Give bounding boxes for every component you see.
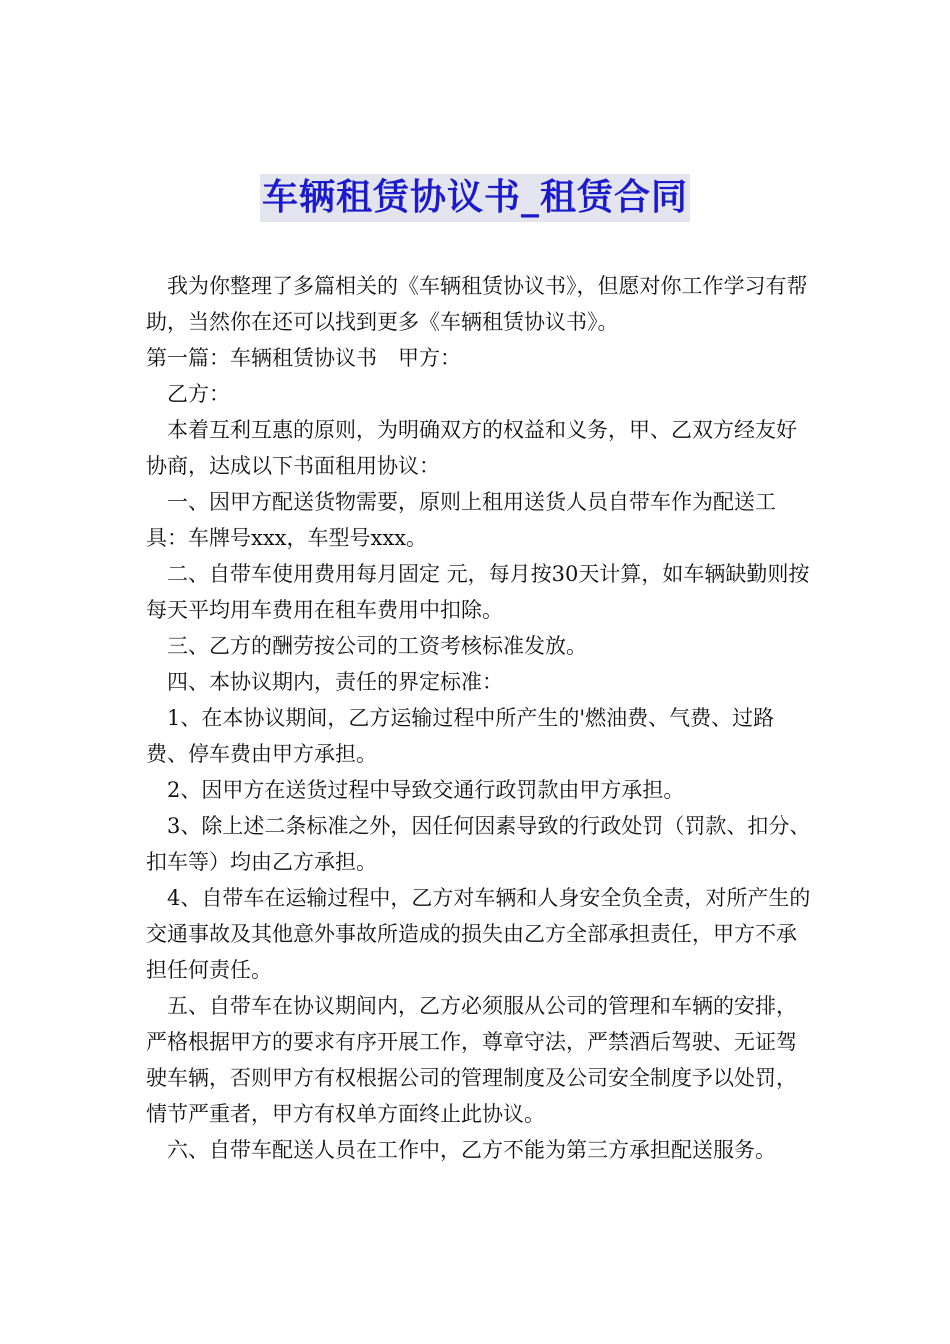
- paragraph-clause-2: 二、自带车使用费用每月固定 元，每月按30天计算，如车辆缺勤则按每天平均用车费用在租车费用中扣除。: [146, 562, 810, 622]
- paragraph-clause-4-item-4: 4、自带车在运输过程中，乙方对车辆和人身安全负全责，对所产生的交通事故及其他意外事故所造成的损失由乙方全部承担责任，甲方不承担任何责任。: [146, 886, 811, 982]
- paragraph-clause-1: 一、因甲方配送货物需要，原则上租用送货人员自带车作为配送工具：车牌号xxx，车型号xxx。: [146, 490, 776, 550]
- paragraph-preamble: 本着互利互惠的原则，为明确双方的权益和义务，甲、乙双方经友好协商，达成以下书面租用协议：: [146, 418, 797, 478]
- document-body: [146, 268, 814, 1168]
- document-title: 车辆租赁协议书_租赁合同: [260, 174, 690, 222]
- paragraph-part-one-heading: 第一篇：车辆租赁协议书 甲方：: [146, 346, 461, 370]
- paragraph-clause-6: 六、自带车配送人员在工作中，乙方不能为第三方承担配送服务。: [167, 1138, 776, 1162]
- paragraph-intro: 我为你整理了多篇相关的《车辆租赁协议书》，但愿对你工作学习有帮助，当然你在还可以找到更多《车辆租赁协议书》。: [146, 274, 808, 334]
- paragraph-clause-5: 五、自带车在协议期间内，乙方必须服从公司的管理和车辆的安排，严格根据甲方的要求有序开展工作，尊章守法，严禁酒后驾驶、无证驾驶车辆，否则甲方有权根据公司的管理制度及公司安全制度予以处罚，情节严重者，甲方有权单方面终止此协议。: [146, 994, 797, 1126]
- title-container: [0, 174, 950, 222]
- paragraph-party-b: 乙方：: [167, 382, 230, 406]
- paragraph-clause-4-item-3: 3、除上述二条标准之外，因任何因素导致的行政处罚（罚款、扣分、扣车等）均由乙方承担。: [146, 814, 811, 874]
- paragraph-clause-3: 三、乙方的酬劳按公司的工资考核标准发放。: [167, 634, 587, 658]
- paragraph-clause-4-item-2: 2、因甲方在送货过程中导致交通行政罚款由甲方承担。: [167, 778, 685, 802]
- paragraph-clause-4: 四、本协议期内，责任的界定标准：: [167, 670, 503, 694]
- paragraph-clause-4-item-1: 1、在本协议期间，乙方运输过程中所产生的'燃油费、气费、过路费、停车费由甲方承担。: [146, 706, 775, 766]
